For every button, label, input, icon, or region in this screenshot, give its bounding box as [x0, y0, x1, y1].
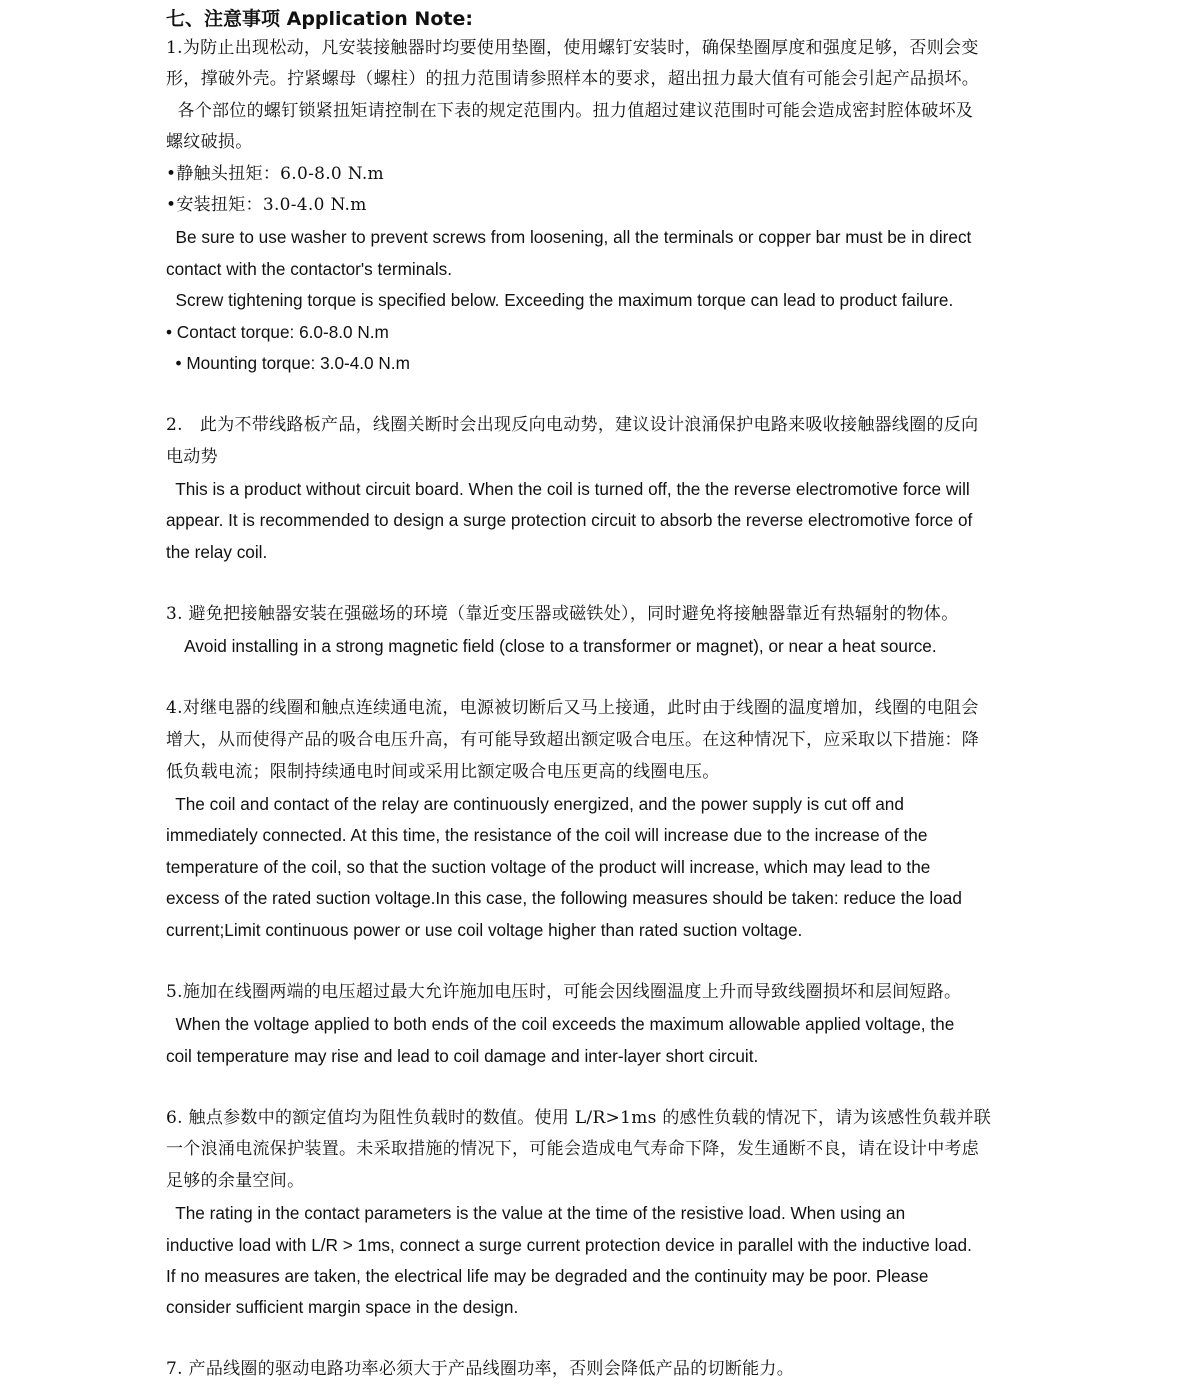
note-6-en-line-4: consider sufficient margin space in the design.	[166, 1297, 519, 1317]
note-1-line-4: 螺纹破损。	[166, 132, 253, 152]
note-2-en-line-2: appear. It is recommended to design a surge protection circuit to absorb the reverse electromotive force of	[166, 510, 973, 530]
note-2-en-line-3: the relay coil.	[166, 542, 268, 562]
note-1-mounting-torque-en: • Mounting torque: 3.0-4.0 N.m	[166, 353, 410, 373]
note-6-en-line-3: If no measures are taken, the electrical life may be degraded and the continuity may be poor. Please	[166, 1266, 929, 1286]
note-1-contact-torque-cn: •静触头扭矩：6.0-8.0 N.m	[166, 164, 384, 184]
note-6-line-3: 足够的余量空间。	[166, 1171, 305, 1191]
note-2-line-2: 电动势	[166, 447, 218, 467]
note-5-en-line-2: coil temperature may rise and lead to coil damage and inter-layer short circuit.	[166, 1046, 759, 1066]
note-4-en-line-5: current;Limit continuous power or use coil voltage higher than rated suction voltage.	[166, 920, 803, 940]
note-6-en-line-1: The rating in the contact parameters is the value at the time of the resistive load. When using an	[166, 1203, 906, 1223]
note-5-line-1: 5.施加在线圈两端的电压超过最大允许施加电压时，可能会因线圈温度上升而导致线圈损坏和层间短路。	[166, 982, 962, 1002]
note-1-line-2: 形，撑破外壳。拧紧螺母（螺柱）的扭力范围请参照样本的要求，超出扭力最大值有可能会引起产品损坏。	[166, 69, 980, 89]
note-6-line-1: 6. 触点参数中的额定值均为阻性负载时的数值。使用 L/R>1ms 的感性负载的情况下，请为该感性负载并联	[166, 1108, 992, 1128]
note-3-en-line-1: Avoid installing in a strong magnetic field (close to a transformer or magnet), or near a heat source.	[166, 636, 937, 656]
note-1-mounting-torque-cn: •安装扭矩：3.0-4.0 N.m	[166, 195, 367, 215]
note-1-en-line-2: contact with the contactor's terminals.	[166, 259, 453, 279]
note-1-contact-torque-en: • Contact torque: 6.0-8.0 N.m	[166, 322, 389, 342]
note-1-en-line-3: Screw tightening torque is specified below. Exceeding the maximum torque can lead to product failure.	[166, 290, 954, 310]
note-4-line-2: 增大，从而使得产品的吸合电压升高，有可能导致超出额定吸合电压。在这种情况下，应采取以下措施：降	[166, 730, 980, 750]
note-5-en-line-1: When the voltage applied to both ends of the coil exceeds the maximum allowable applied voltage, the	[166, 1014, 955, 1034]
note-4-line-1: 4.对继电器的线圈和触点连续通电流，电源被切断后又马上接通，此时由于线圈的温度增加，线圈的电阻会	[166, 698, 979, 718]
note-4-en-line-2: immediately connected. At this time, the resistance of the coil will increase due to the increase of the	[166, 825, 928, 845]
note-6-line-2: 一个浪涌电流保护装置。未采取措施的情况下，可能会造成电气寿命下降，发生通断不良，请在设计中考虑	[166, 1139, 980, 1159]
note-4-en-line-3: temperature of the coil, so that the suction voltage of the product will increase, which may lead to the	[166, 857, 931, 877]
note-2-line-1: 2. 此为不带线路板产品，线圈关断时会出现反向电动势，建议设计浪涌保护电路来吸收接触器线圈的反向	[166, 415, 979, 435]
note-4-line-3: 低负载电流；限制持续通电时间或采用比额定吸合电压更高的线圈电压。	[166, 762, 720, 782]
section-title: 七、注意事项 Application Note:	[166, 8, 473, 30]
note-4-en-line-1: The coil and contact of the relay are continuously energized, and the power supply is cut off and	[166, 794, 904, 814]
note-6-en-line-2: inductive load with L/R > 1ms, connect a surge current protection device in parallel with the inductive load.	[166, 1235, 972, 1255]
note-1-en-line-1: Be sure to use washer to prevent screws from loosening, all the terminals or copper bar must be in direct	[166, 227, 972, 247]
note-3-line-1: 3. 避免把接触器安装在强磁场的环境（靠近变压器或磁铁处），同时避免将接触器靠近有热辐射的物体。	[166, 604, 959, 624]
note-4-en-line-4: excess of the rated suction voltage.In this case, the following measures should be taken: reduce the load	[166, 888, 962, 908]
note-1-line-1: 1.为防止出现松动，凡安装接触器时均要使用垫圈，使用螺钉安装时，确保垫圈厚度和强度足够，否则会变	[166, 38, 979, 58]
note-1-line-3: 各个部位的螺钉锁紧扭矩请控制在下表的规定范围内。扭力值超过建议范围时可能会造成密封腔体破坏及	[166, 101, 974, 121]
note-2-en-line-1: This is a product without circuit board. When the coil is turned off, the the reverse electromotive force will	[166, 479, 970, 499]
note-7-line-1: 7. 产品线圈的驱动电路功率必须大于产品线圈功率，否则会降低产品的切断能力。	[166, 1359, 795, 1379]
